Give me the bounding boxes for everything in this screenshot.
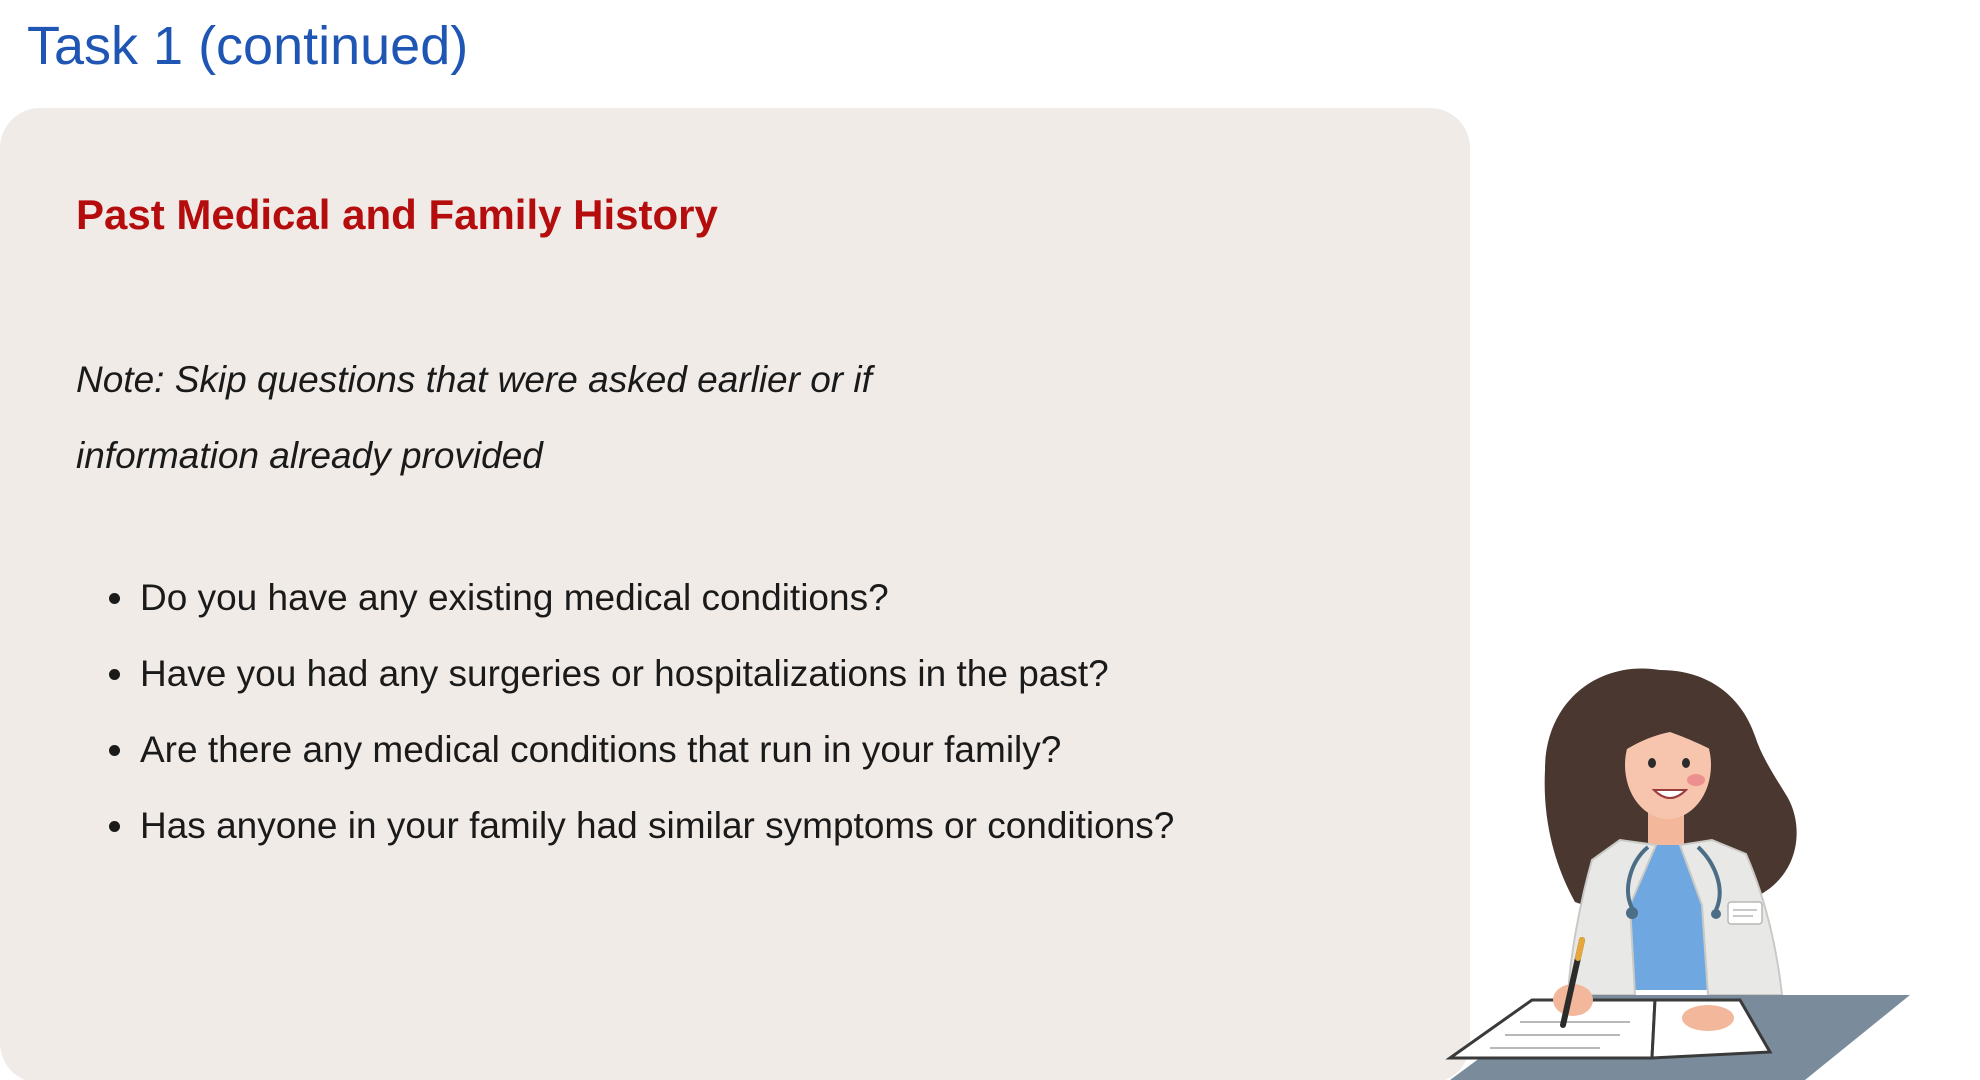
bullet-icon (109, 821, 120, 832)
question-text: Have you had any surgeries or hospitalizations in the past? (140, 653, 1109, 694)
question-text: Are there any medical conditions that run in your family? (140, 729, 1062, 770)
doctor-illustration (1330, 640, 1930, 1080)
badge-icon (1728, 902, 1762, 924)
bullet-icon (109, 745, 120, 756)
question-list (76, 560, 1256, 864)
question-text: Do you have any existing medical conditions? (140, 577, 889, 618)
bullet-icon (109, 593, 120, 604)
list-item (76, 712, 1256, 788)
slide-title: Task 1 (continued) (27, 16, 469, 76)
list-item (76, 560, 1256, 636)
notebook (1450, 1000, 1655, 1058)
list-item (76, 788, 1256, 864)
question-text: Has anyone in your family had similar symptoms or conditions? (140, 805, 1175, 846)
bullet-icon (109, 669, 120, 680)
note-text: Note: Skip questions that were asked earlier or if information already provided (76, 359, 872, 476)
section-heading: Past Medical and Family History (76, 191, 718, 238)
list-item (76, 636, 1256, 712)
